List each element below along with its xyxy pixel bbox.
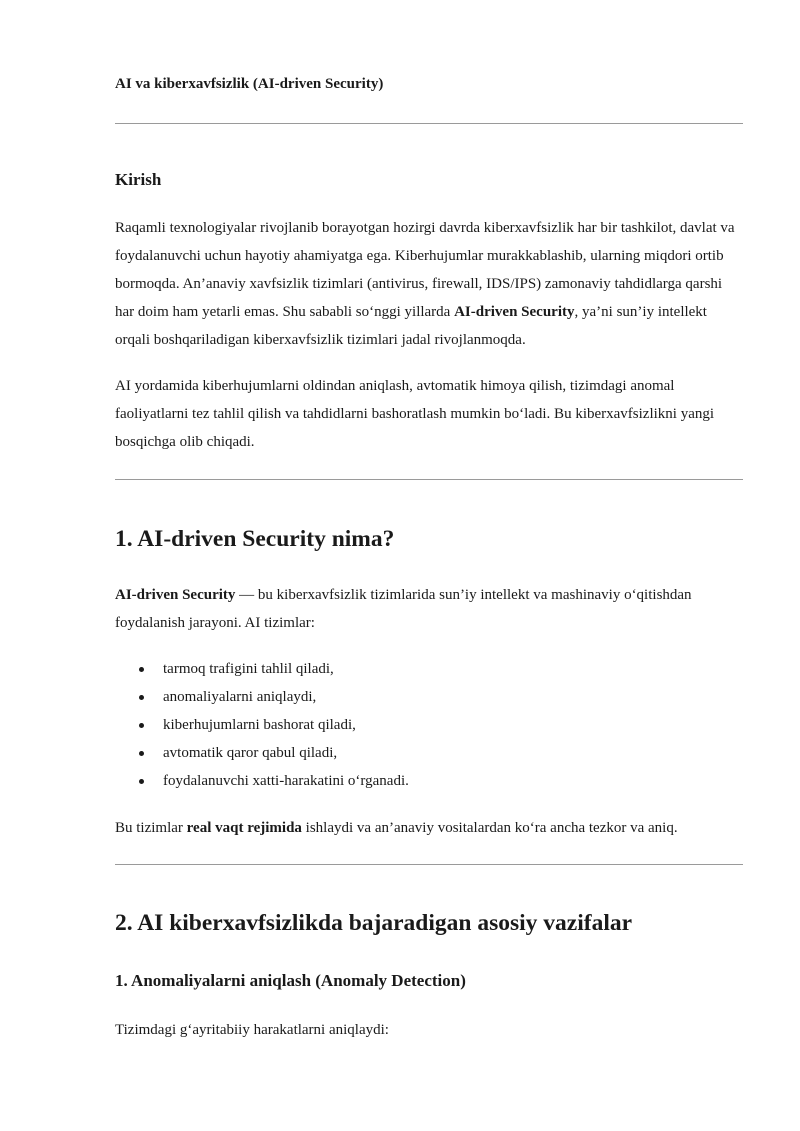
section-1-heading: 1. AI-driven Security nima? <box>115 526 395 552</box>
list-item: avtomatik qaror qabul qiladi, <box>115 739 409 767</box>
bullet-icon <box>139 695 144 700</box>
intro-heading: Kirish <box>115 170 162 189</box>
list-item: anomaliyalarni aniqlaydi, <box>115 683 409 711</box>
section-2-heading: 2. AI kiberxavfsizlikda bajaradigan asosiy vazifalar <box>115 910 633 936</box>
intro-p1-text-b: , ya’ni sun’iy intellekt orqali boshqariladigan kiberxavfsizlik tizimlari jadal rivojlanmoqda. <box>115 304 707 348</box>
section-1-p1-bold: AI-driven Security <box>115 587 236 603</box>
intro-paragraph-1 <box>115 214 743 354</box>
intro-p1-text-a: Raqamli texnologiyalar rivojlanib borayotgan hozirgi davrda kiberxavfsizlik har bir tashkilot, davlat va foydalanuvchi uchun hayotiy ahamiyatga ega. Kiberhujumlar murakkablashib, ularning miqdori ortib bormoqda. An’anaviy xavfsizlik tizimlari (antivirus, firewall, IDS/IPS) zamonaviy tahdidlarga qarshi har doim ham yetarli emas. Shu sababli so‘nggi yillarda <box>115 220 735 320</box>
section-2-subheading-1: 1. Anomaliyalarni aniqlash (Anomaly Detection) <box>115 971 466 990</box>
list-item: tarmoq trafigini tahlil qiladi, <box>115 655 409 683</box>
section-1-p2-bold: real vaqt rejimida <box>186 820 302 836</box>
document-title: AI va kiberxavfsizlik (AI-driven Security) <box>115 76 384 92</box>
section-1-p1-text: — bu kiberxavfsizlik tizimlarida sun’iy intellekt va mashinaviy o‘qitishdan foydalanish jarayoni. AI tizimlar: <box>115 587 692 631</box>
section-1-paragraph-1 <box>115 581 743 637</box>
section-1-bullet-list <box>115 655 409 795</box>
section-2-sub1-paragraph: Tizimdagi g‘ayritabiiy harakatlarni aniqlaydi: <box>115 1022 389 1038</box>
section-1-p2-text-b: ishlaydi va an’anaviy vositalardan ko‘ra ancha tezkor va aniq. <box>301 820 678 836</box>
section-1-p2-text-a: Bu tizimlar <box>115 820 187 836</box>
bullet-icon <box>139 779 144 784</box>
horizontal-rule <box>115 123 743 124</box>
bullet-icon <box>139 751 144 756</box>
section-1-paragraph-2 <box>115 814 743 842</box>
intro-paragraph-2: AI yordamida kiberhujumlarni oldindan aniqlash, avtomatik himoya qilish, tizimdagi anomal faoliyatlarni tez tahlil qilish va tahdidlarni bashoratlash mumkin bo‘ladi. Bu kiberxavfsizlikni yangi bosqichga olib chiqadi. <box>115 378 715 450</box>
bullet-icon <box>139 723 144 728</box>
list-item: kiberhujumlarni bashorat qiladi, <box>115 711 409 739</box>
horizontal-rule <box>115 864 743 865</box>
bullet-icon <box>139 667 144 672</box>
horizontal-rule <box>115 479 743 480</box>
list-item: foydalanuvchi xatti-harakatini o‘rganadi. <box>115 767 409 795</box>
intro-p1-bold: AI-driven Security <box>454 304 575 320</box>
